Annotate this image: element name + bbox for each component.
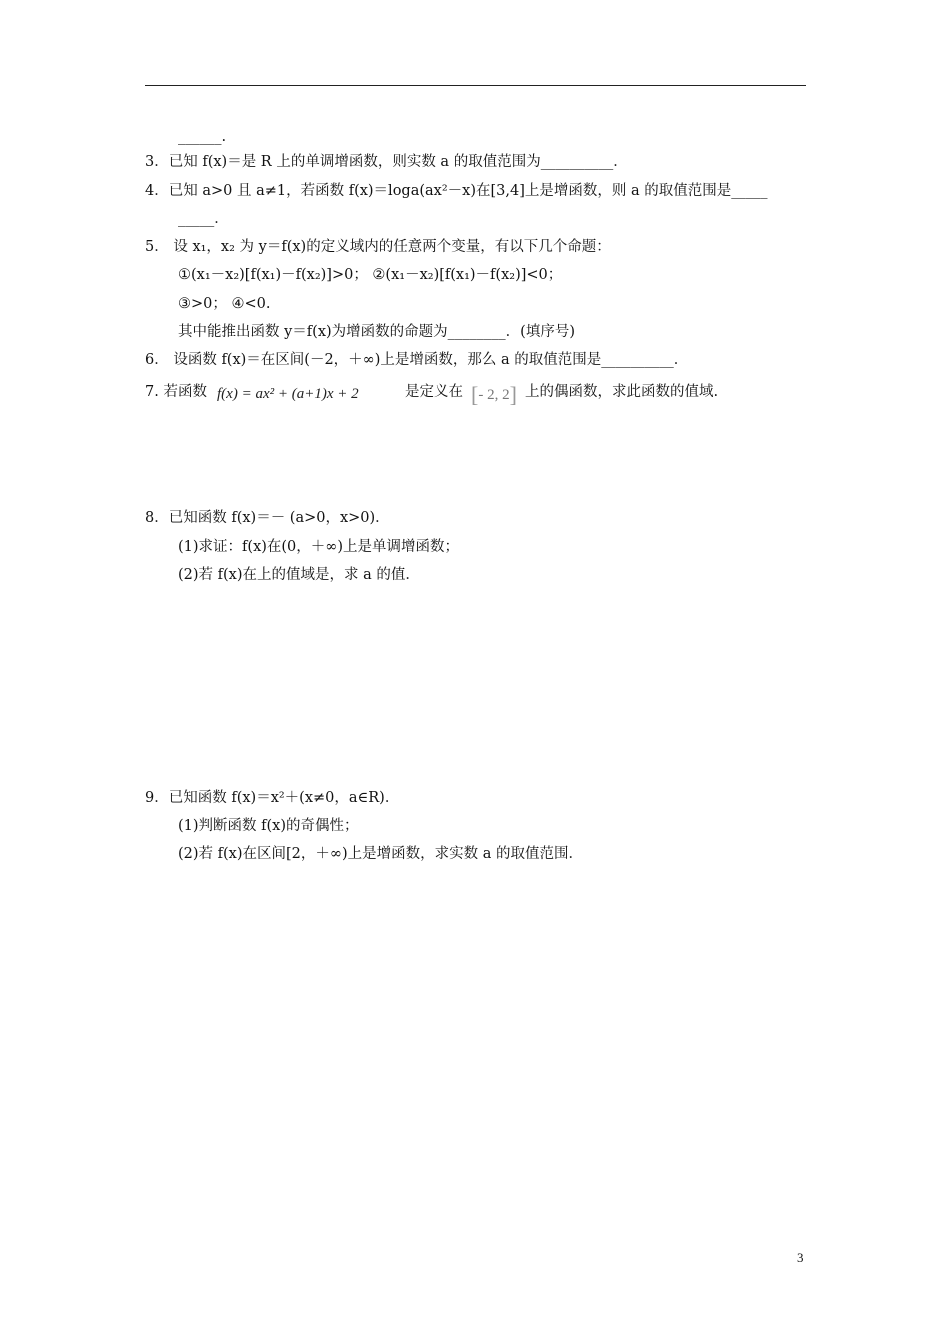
left-bracket-icon: [ — [471, 382, 479, 407]
problem-7-suffix: 上的偶函数，求此函数的值域. — [525, 384, 719, 400]
header-rule — [145, 85, 806, 86]
problem-9: 9．已知函数 f(x)＝x²＋(x≠0，a∈R)． — [145, 790, 400, 806]
problem-7-middle: 是定义在 — [405, 384, 463, 400]
problem-8-part-2: (2)若 f(x)在上的值域是，求 a 的值． — [178, 567, 420, 583]
problem-6: 6． 设函数 f(x)＝在区间(－2，＋∞)上是增函数，那么 a 的取值范围是__________． — [145, 352, 689, 368]
problem-3: 3．已知 f(x)＝是 R 上的单调增函数，则实数 a 的取值范围为__________． — [145, 154, 628, 170]
problem-5-propositions-3-4: ③>0； ④<0. — [178, 296, 271, 312]
problem-8-part-1: (1)求证：f(x)在(0，＋∞)上是单调增函数； — [178, 539, 460, 555]
blank-line-continuation: ______. — [178, 129, 227, 145]
problem-4: 4．已知 a>0 且 a≠1，若函数 f(x)＝loga(ax²－x)在[3,4]上是增函数，则 a 的取值范围是_____ — [145, 183, 768, 199]
right-bracket-icon: ] — [509, 382, 517, 407]
problem-5: 5． 设 x₁，x₂ 为 y＝f(x)的定义域内的任意两个变量，有以下几个命题： — [145, 239, 611, 255]
problem-5-question: 其中能推出函数 y＝f(x)为增函数的命题为________．(填序号) — [178, 324, 575, 340]
problem-9-part-1: (1)判断函数 f(x)的奇偶性； — [178, 818, 359, 834]
problem-5-propositions-1-2: ①(x₁－x₂)[f(x₁)－f(x₂)]>0； ②(x₁－x₂)[f(x₁)－f(x₂)]<0； — [178, 267, 563, 283]
problem-4-continuation: _____． — [178, 211, 229, 227]
page-number: 3 — [797, 1250, 804, 1265]
problem-7-formula: f(x) = ax² + (a+1)x + 2 — [217, 386, 359, 402]
problem-7-interval: [- 2, 2] — [471, 382, 517, 407]
problem-8: 8．已知函数 f(x)＝－ (a>0，x>0)． — [145, 510, 390, 526]
problem-9-part-2: (2)若 f(x)在区间[2，＋∞)上是增函数，求实数 a 的取值范围． — [178, 846, 583, 862]
problem-7-prefix: 7. 若函数 — [145, 384, 207, 400]
